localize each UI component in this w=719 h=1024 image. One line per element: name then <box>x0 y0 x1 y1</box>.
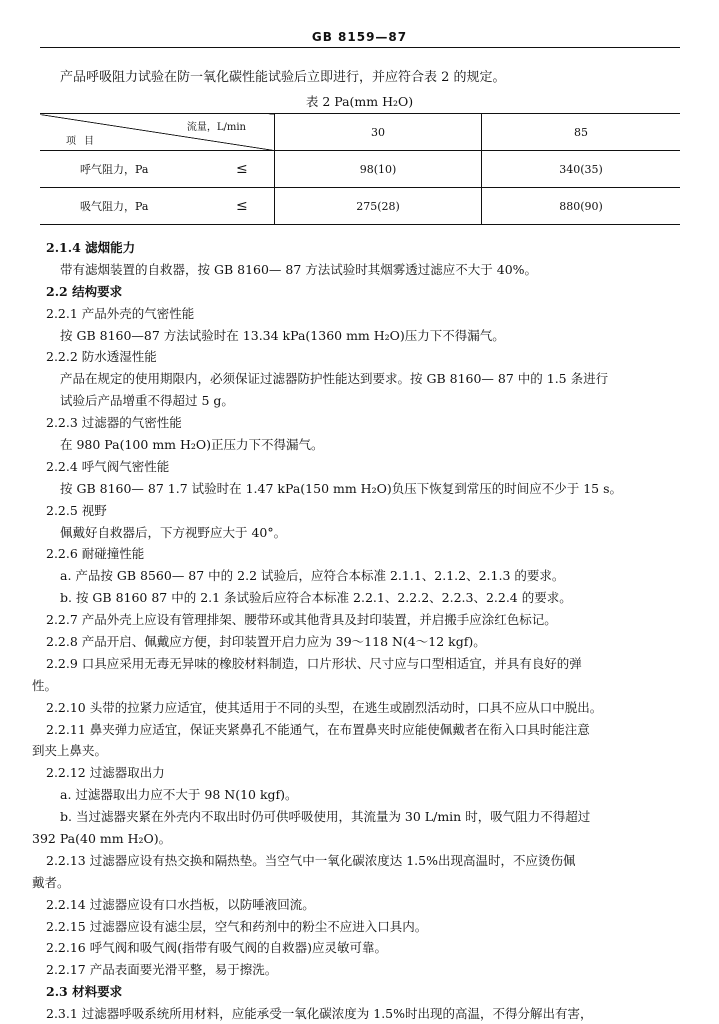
table-cell: 275(28) <box>275 188 482 225</box>
section-heading: 2.2.12 过滤器取出力 <box>46 765 165 781</box>
body-text: 试验后产品增重不得超过 5 g。 <box>60 393 234 409</box>
section-heading: 2.3 材料要求 <box>46 984 123 1000</box>
body-text: 按 GB 8160— 87 1.7 试验时在 1.47 kPa(150 mm H₂O)负压下恢复到常压的时间应不少于 15 s。 <box>60 480 622 496</box>
list-item: a. 产品按 GB 8560— 87 中的 2.2 试验后，应符合本标准 2.1.1、2.1.2、2.1.3 的要求。 <box>60 568 565 584</box>
table-row <box>40 188 680 225</box>
section-heading: 2.1.4 滤烟能力 <box>46 240 136 255</box>
row-label-cell <box>40 151 275 188</box>
body-text: 带有滤烟装置的自救器，按 GB 8160— 87 方法试验时其烟雾透过滤应不大于 40%。 <box>60 261 538 277</box>
table-caption: 表 2 Pa(mm H₂O) <box>305 94 414 109</box>
section-heading: 2.2.3 过滤器的气密性能 <box>46 415 182 431</box>
clause-text: 2.3.1 过滤器呼吸系统所用材料，应能承受一氧化碳浓度为 1.5%时出现的高温，不得分解出有害， <box>46 1006 593 1021</box>
clause-text: 2.2.7 产品外壳上应设有管理排架、腰带环或其他背具及封印装置，并启搬手应涂红色标记。 <box>46 612 557 628</box>
table-header-row <box>40 114 680 151</box>
section-heading: 2.2.6 耐碰撞性能 <box>46 546 145 562</box>
section-heading: 2.2.4 呼气阀气密性能 <box>46 458 170 474</box>
body-text: 佩戴好自救器后，下方视野应大于 40°。 <box>60 524 287 540</box>
table-cell: 340(35) <box>482 151 681 188</box>
section-heading: 2.2.5 视野 <box>46 502 107 518</box>
row-label: 呼气阻力，Pa <box>80 163 149 176</box>
row-label-cell <box>40 188 275 225</box>
clause-text: 2.2.11 鼻夹弹力应适宜，保证夹紧鼻孔不能通气，在布置鼻夹时应能使佩戴者在衔入口具时能注意 <box>46 721 590 737</box>
column-header-85: 85 <box>482 114 681 151</box>
clause-text: 2.2.14 过滤器应设有口水挡板，以防唾液回流。 <box>46 896 315 912</box>
section-heading: 2.2.1 产品外壳的气密性能 <box>46 305 195 321</box>
item-header: 项目 <box>66 136 102 147</box>
flow-header: 流量，L/min <box>186 122 246 133</box>
page-header: GB 8159—87 <box>311 30 408 44</box>
header-rule <box>40 47 680 48</box>
row-operator: ≤ <box>236 161 248 177</box>
clause-text: 2.2.10 头带的拉紧力应适宜，使其适用于不同的头型，在逃生或剧烈活动时，口具不应从口中脱出。 <box>46 699 603 715</box>
clause-text: 2.2.16 呼气阀和吸气阀(指带有吸气阀的自救器)应灵敏可靠。 <box>46 940 387 956</box>
list-item: b. 当过滤器夹紧在外壳内不取出时仍可供呼吸使用，其流量为 30 L/min 时，吸气阻力不得超过 <box>60 809 591 824</box>
section-heading: 2.2.2 防水透湿性能 <box>46 349 157 365</box>
row-operator: ≤ <box>236 198 248 214</box>
clause-text: 2.2.8 产品开启、佩戴应方便，封印装置开启力应为 39～118 N(4～12 kgf)。 <box>46 633 486 649</box>
resistance-table <box>40 113 680 225</box>
intro-paragraph: 产品呼吸阻力试验在防一氧化碳性能试验后立即进行，并应符合表 2 的规定。 <box>60 70 506 85</box>
table-cell: 880(90) <box>482 188 681 225</box>
column-header-30: 30 <box>275 114 482 151</box>
clause-continuation: 戴者。 <box>32 874 70 890</box>
clause-text: 2.2.15 过滤器应设有滤尘层，空气和药剂中的粉尘不应进入口具内。 <box>46 918 428 934</box>
clause-text: 2.2.9 口具应采用无毒无异味的橡胶材料制造，口片形状、尺寸应与口型相适宜，并具有良好的弹 <box>46 655 582 671</box>
table-row <box>40 151 680 188</box>
clause-continuation: 到夹上鼻夹。 <box>32 743 108 759</box>
section-heading: 2.2 结构要求 <box>46 283 123 299</box>
clause-text: 2.2.13 过滤器应设有热交换和隔热垫。当空气中一氧化碳浓度达 1.5%出现高温时，不应烫伤佩 <box>46 852 576 868</box>
clause-text: 2.2.17 产品表面要光滑平整，易于擦洗。 <box>46 962 278 978</box>
row-label: 吸气阻力，Pa <box>80 200 149 213</box>
body-text: 产品在规定的使用期限内，必须保证过滤器防护性能达到要求。按 GB 8160— 87 中的 1.5 条进行 <box>60 371 609 387</box>
table-corner-cell <box>40 114 275 151</box>
table-cell: 98(10) <box>275 151 482 188</box>
body-text: 在 980 Pa(100 mm H₂O)正压力下不得漏气。 <box>60 437 324 452</box>
list-item: a. 过滤器取出力应不大于 98 N(10 kgf)。 <box>60 787 298 803</box>
body-text: 按 GB 8160—87 方法试验时在 13.34 kPa(1360 mm H₂O)压力下不得漏气。 <box>60 327 505 343</box>
clause-continuation: 392 Pa(40 mm H₂O)。 <box>32 830 172 846</box>
list-item: b. 按 GB 8160 87 中的 2.1 条试验后应符合本标准 2.2.1、2.2.2、2.2.3、2.2.4 的要求。 <box>60 590 572 606</box>
clause-continuation: 性。 <box>32 677 58 693</box>
